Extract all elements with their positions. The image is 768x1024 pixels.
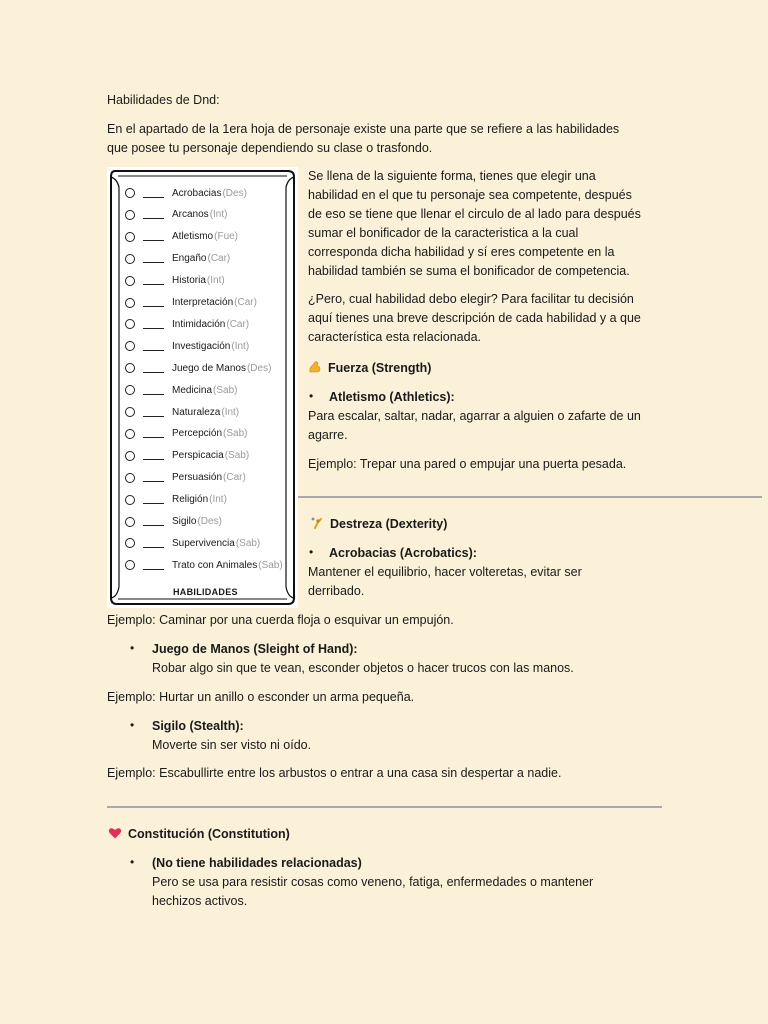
modifier-blank xyxy=(143,254,164,263)
constitution-title: (No tiene habilidades relacionadas) xyxy=(152,856,362,870)
bullet-acrobatics: • xyxy=(309,545,314,559)
skill-name: Intimidación xyxy=(172,318,226,330)
question-line-3: característica esta relacionada. xyxy=(308,330,482,344)
intro-line-2: que posee tu personaje dependiendo su clase o trasfondo. xyxy=(107,141,433,155)
proficiency-circle-icon xyxy=(125,407,135,417)
skill-row xyxy=(125,207,227,223)
bullet-athletics: • xyxy=(309,389,314,403)
skill-row xyxy=(125,426,247,442)
modifier-blank xyxy=(143,517,164,526)
constitution-heading-text: Constitución (Constitution) xyxy=(128,827,290,841)
acrobatics-desc-1: Mantener el equilibrio, hacer volteretas, evitar ser xyxy=(308,565,582,579)
modifier-blank xyxy=(143,276,164,285)
stealth-example: Ejemplo: Escabullirte entre los arbustos o entrar a una casa sin despertar a nadie. xyxy=(107,766,562,780)
fill-line-6: habilidad también se suma el bonificador de competencia. xyxy=(308,264,630,278)
modifier-blank xyxy=(143,210,164,219)
skill-name: Investigación xyxy=(172,340,231,352)
athletics-desc-1: Para escalar, saltar, nadar, agarrar a alguien o zafarte de un xyxy=(308,409,641,423)
modifier-blank xyxy=(143,364,164,373)
proficiency-circle-icon xyxy=(125,495,135,505)
acrobatics-title: Acrobacias (Acrobatics): xyxy=(329,546,477,560)
skill-name: Acrobacias xyxy=(172,187,222,199)
skill-row xyxy=(125,535,260,551)
sleight-title: Juego de Manos (Sleight of Hand): xyxy=(152,642,358,656)
skill-name: Interpretación xyxy=(172,297,234,308)
skill-row xyxy=(125,338,249,354)
page-title: Habilidades de Dnd: xyxy=(107,93,220,107)
fill-line-2: habilidad en el que tu personaje sea competente, después xyxy=(308,188,632,202)
skill-name: Sigilo xyxy=(172,516,197,527)
heart-icon xyxy=(108,826,122,840)
skill-row xyxy=(125,360,271,376)
skill-name: Perspicacia xyxy=(172,450,224,462)
skill-name: Atletismo xyxy=(172,231,214,243)
skill-attribute: (Sab) xyxy=(224,450,250,462)
skill-name: Trato con Animales xyxy=(172,559,258,571)
skill-row xyxy=(125,251,230,267)
skill-row xyxy=(125,514,222,530)
proficiency-circle-icon xyxy=(125,538,135,548)
skill-attribute: (Des) xyxy=(246,362,272,374)
fill-line-3: de eso se tiene que llenar el circulo de al lado para después xyxy=(308,207,641,221)
flexed-biceps-icon xyxy=(308,360,322,374)
skill-attribute: (Car) xyxy=(226,318,250,330)
skill-attribute: (Int) xyxy=(221,406,240,418)
modifier-blank xyxy=(143,232,164,241)
modifier-blank xyxy=(143,386,164,395)
skill-row xyxy=(125,404,239,420)
proficiency-circle-icon xyxy=(125,232,135,242)
stealth-title: Sigilo (Stealth): xyxy=(152,719,244,733)
sleight-example: Ejemplo: Hurtar un anillo o esconder un arma pequeña. xyxy=(107,690,415,704)
skill-attribute: (Des) xyxy=(197,516,222,527)
acrobatics-desc-2: derribado. xyxy=(308,584,365,598)
proficiency-circle-icon xyxy=(125,429,135,439)
skill-attribute: (Sab) xyxy=(235,537,261,549)
juggling-icon xyxy=(310,516,324,530)
skill-row xyxy=(125,229,238,245)
skill-attribute: (Car) xyxy=(234,297,257,308)
proficiency-circle-icon xyxy=(125,385,135,395)
bullet-constitution: • xyxy=(130,855,135,869)
fill-line-4: sumar el bonificador de la caracteristica a la cual xyxy=(308,226,579,240)
proficiency-circle-icon xyxy=(125,451,135,461)
proficiency-circle-icon xyxy=(125,473,135,483)
skill-row xyxy=(125,557,283,573)
stealth-desc: Moverte sin ser visto ni oído. xyxy=(152,738,312,752)
strength-heading-text: Fuerza (Strength) xyxy=(328,361,432,375)
skill-row xyxy=(125,295,257,311)
bullet-sleight: • xyxy=(130,641,135,655)
skill-name: Percepción xyxy=(172,428,223,440)
skill-attribute: (Int) xyxy=(209,494,227,506)
skill-name: Historia xyxy=(172,275,206,287)
skill-name: Medicina xyxy=(172,384,213,396)
athletics-desc-2: agarre. xyxy=(308,428,348,442)
fill-line-1: Se llena de la siguiente forma, tienes que elegir una xyxy=(308,169,596,183)
modifier-blank xyxy=(143,189,164,198)
skill-attribute: (Int) xyxy=(206,275,225,287)
proficiency-circle-icon xyxy=(125,341,135,351)
skill-attribute: (Car) xyxy=(223,472,246,484)
divider-2 xyxy=(107,806,662,808)
skill-name: Persuasión xyxy=(172,472,223,484)
dexterity-heading xyxy=(310,515,447,534)
sheet-title: HABILIDADES xyxy=(173,587,238,597)
skill-attribute: (Car) xyxy=(207,253,231,265)
acrobatics-example: Ejemplo: Caminar por una cuerda floja o esquivar un empujón. xyxy=(107,613,454,627)
constitution-desc-2: hechizos activos. xyxy=(152,894,248,908)
skill-attribute: (Sab) xyxy=(223,428,248,440)
skill-row xyxy=(125,185,247,201)
skill-attribute: (Fue) xyxy=(214,231,239,243)
strength-heading xyxy=(308,359,431,378)
skill-attribute: (Int) xyxy=(209,209,228,221)
athletics-example: Ejemplo: Trepar una pared o empujar una puerta pesada. xyxy=(308,457,627,471)
skill-name: Naturaleza xyxy=(172,406,221,418)
skill-name: Supervivencia xyxy=(172,537,235,549)
modifier-blank xyxy=(143,451,164,460)
skill-row xyxy=(125,382,237,398)
proficiency-circle-icon xyxy=(125,276,135,286)
proficiency-circle-icon xyxy=(125,298,135,308)
question-line-1: ¿Pero, cual habilidad debo elegir? Para facilitar tu decisión xyxy=(308,292,634,306)
proficiency-circle-icon xyxy=(125,560,135,570)
proficiency-circle-icon xyxy=(125,319,135,329)
skill-name: Religión xyxy=(172,494,209,506)
modifier-blank xyxy=(143,320,164,329)
modifier-blank xyxy=(143,408,164,417)
proficiency-circle-icon xyxy=(125,210,135,220)
skill-row xyxy=(125,273,225,289)
skill-row xyxy=(125,316,249,332)
modifier-blank xyxy=(143,539,164,548)
skill-attribute: (Int) xyxy=(231,340,250,352)
modifier-blank xyxy=(143,342,164,351)
dexterity-heading-text: Destreza (Dexterity) xyxy=(330,517,448,531)
skill-row xyxy=(125,470,246,486)
divider-1 xyxy=(298,496,762,498)
modifier-blank xyxy=(143,298,164,307)
modifier-blank xyxy=(143,473,164,482)
proficiency-circle-icon xyxy=(125,188,135,198)
skill-name: Arcanos xyxy=(172,209,209,221)
bullet-stealth: • xyxy=(130,718,135,732)
skill-attribute: (Sab) xyxy=(213,384,238,396)
modifier-blank xyxy=(143,561,164,570)
athletics-title: Atletismo (Athletics): xyxy=(329,390,455,404)
skill-name: Juego de Manos xyxy=(172,362,246,374)
proficiency-circle-icon xyxy=(125,363,135,373)
skill-name: Engaño xyxy=(172,253,207,265)
intro-line-1: En el apartado de la 1era hoja de personaje existe una parte que se refiere a las habilidades xyxy=(107,122,620,136)
skill-attribute: (Sab) xyxy=(258,559,283,571)
constitution-heading xyxy=(108,825,290,844)
sleight-desc: Robar algo sin que te vean, esconder objetos o hacer trucos con las manos. xyxy=(152,661,574,675)
skill-row xyxy=(125,448,249,464)
skill-row xyxy=(125,492,227,508)
skill-attribute: (Des) xyxy=(222,187,247,199)
modifier-blank xyxy=(143,495,164,504)
constitution-desc-1: Pero se usa para resistir cosas como veneno, fatiga, enfermedades o mantener xyxy=(152,875,594,889)
question-line-2: aquí tienes una breve descripción de cada habilidad y a que xyxy=(308,311,641,325)
skills-sheet-image xyxy=(107,167,298,608)
proficiency-circle-icon xyxy=(125,254,135,264)
modifier-blank xyxy=(143,429,164,438)
proficiency-circle-icon xyxy=(125,517,135,527)
fill-line-5: corresponda dicha habilidad y sí eres competente en la xyxy=(308,245,615,259)
